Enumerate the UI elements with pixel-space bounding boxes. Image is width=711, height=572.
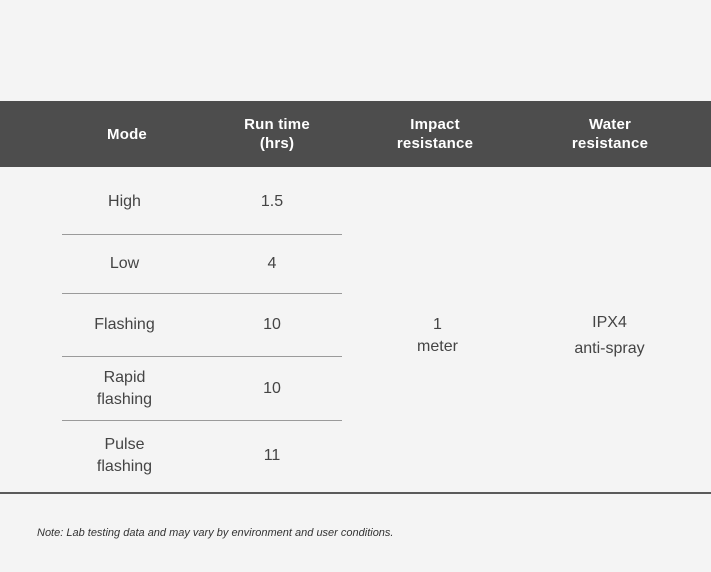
header-water-resistance: Water resistance [571,116,649,152]
water-resistance-cell: IPX4 anti-spray [574,314,645,357]
table-header [0,101,711,167]
mode-cell: Low [109,255,140,272]
mode-cell: High [108,193,141,210]
run-time-cell: 4 [267,255,277,272]
header-run-time: Run time (hrs) [244,116,310,152]
run-time-cell: 10 [263,379,281,397]
run-time-cell: 10 [263,316,281,333]
mode-cell: Rapid flashing [96,368,153,408]
run-time-cell: 1.5 [260,193,284,210]
run-time-cell: 11 [263,447,281,464]
mode-cell: Pulse flashing [96,436,153,475]
header-impact-resistance: Impact resistance [396,116,474,152]
header-mode: Mode [107,125,147,143]
footnote: Note: Lab testing data and may vary by environment and user conditions. [37,527,394,539]
table-bottom-rule [0,492,711,494]
impact-resistance-cell: 1 meter [417,316,458,355]
mode-cell: Flashing [94,316,155,333]
